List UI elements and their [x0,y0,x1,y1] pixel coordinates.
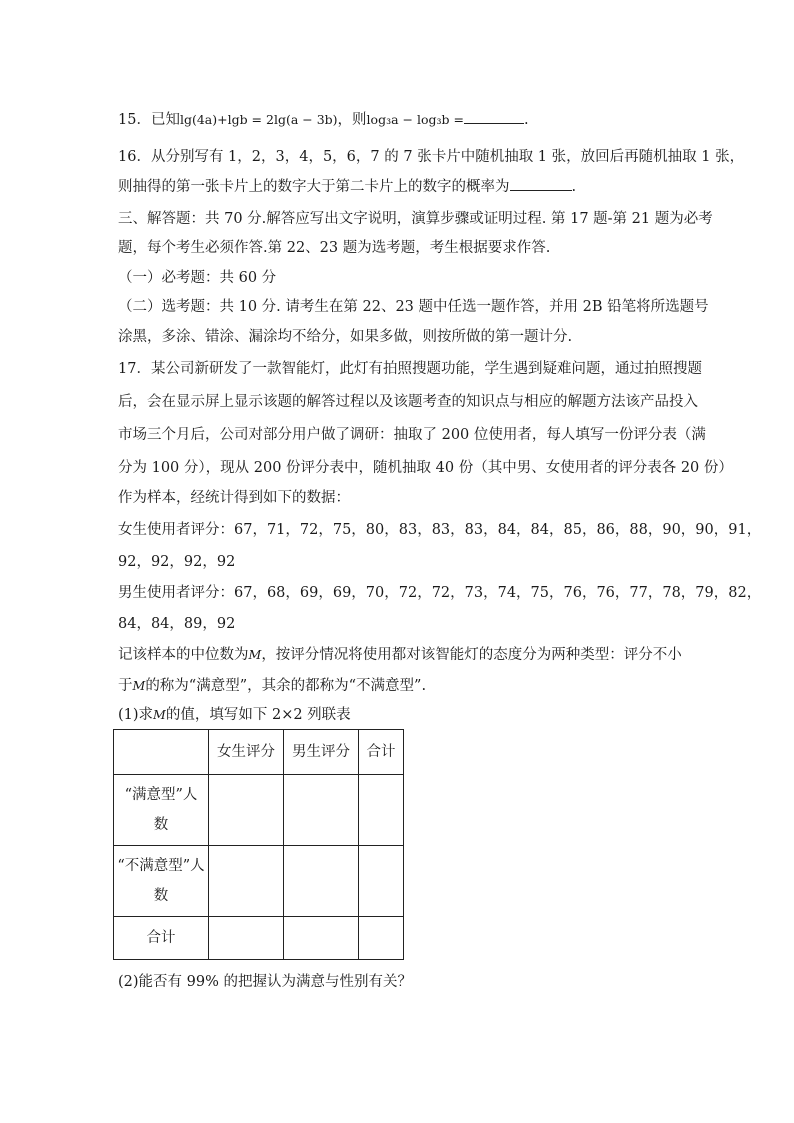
table-header-male: 男生评分 [284,730,359,775]
table-header-empty [114,730,209,775]
row-label-line1: 合计 [146,930,176,946]
q17-paragraph-line4: 分为 100 分），现从 200 份评分表中，随机抽取 40 份（其中男、女使用者的评分表各 20 份） [118,460,733,476]
row-label-line2: 数 [153,888,169,904]
cell-satisfied-male[interactable] [284,775,359,846]
section3-line1: 三、解答题：共 70 分.解答应写出文字说明，演算步骤或证明过程. 第 17 题-第 21 题为必考 [118,211,713,227]
cell-total-total[interactable] [359,917,404,960]
contingency-table [113,729,404,960]
cell-unsatisfied-male[interactable] [284,846,359,917]
table-header-female: 女生评分 [209,730,284,775]
cell-unsatisfied-total[interactable] [359,846,404,917]
q15-prefix: 15．已知 [118,112,180,128]
q15-suffix: . [523,112,529,128]
q17-paragraph-line5: 作为样本，经统计得到如下的数据： [118,490,350,506]
def2-text-b: 的称为“满意型”，其余的都称为“不满意型”. [145,678,427,694]
q15-mid: ，则 [337,112,367,128]
def1-text-a: 记该样本的中位数为 [118,647,249,663]
row-label-line2: 数 [153,817,169,833]
male-scores-line1: 男生使用者评分：67，68，69，69，70，72，72，73，74，75，76，76，77，78，79，82， [118,585,762,601]
female-scores-line2: 92，92，92，92 [118,554,236,570]
row-label-total [114,917,209,960]
cell-total-female[interactable] [209,917,284,960]
q17-paragraph-line3: 市场三个月后，公司对部分用户做了调研：抽取了 200 位使用者，每人填写一份评分表（满 [118,427,706,443]
q15-log-expression: log₃a − log₃b = [366,112,464,127]
median-variable: M [248,647,262,662]
row-label-unsatisfied [114,846,209,917]
cell-satisfied-female[interactable] [209,775,284,846]
sub-question-2: (2)能否有 99% 的把握认为满意与性别有关？ [118,974,412,990]
optional-section-line2: 涂黑，多涂、错涂、漏涂均不给分，如果多做，则按所做的第一题计分. [118,329,573,345]
q17-paragraph-line2: 后，会在显示屏上显示该题的解答过程以及该题考查的知识点与相应的解题方法该产品投入 [118,394,698,410]
def2-text-a: 于 [118,678,133,694]
q15-answer-blank[interactable] [464,109,524,124]
def1-text-b: ，按评分情况将使用都对该智能灯的态度分为两种类型：评分不小 [261,647,682,663]
table-row [114,775,404,846]
median-definition-line1 [118,645,682,665]
table-header-row [114,730,404,775]
table-row [114,846,404,917]
table-row [114,917,404,960]
q16-text: 则抽得的第一张卡片上的数字大于第二卡片上的数字的概率为 [118,179,510,195]
required-section: （一）必考题：共 60 分 [118,270,277,286]
table-header-total: 合计 [359,730,404,775]
cell-satisfied-total[interactable] [359,775,404,846]
cell-total-male[interactable] [284,917,359,960]
section3-line2: 题，每个考生必须作答.第 22、23 题为选考题，考生根据要求作答. [118,240,551,256]
sub1-text-b: 的值，填写如下 2×2 列联表 [165,707,351,723]
median-variable: M [132,678,146,693]
cell-unsatisfied-female[interactable] [209,846,284,917]
row-label-satisfied [114,775,209,846]
optional-section-line1: （二）选考题：共 10 分. 请考生在第 22、23 题中任选一题作答，并用 2B 铅笔将所选题号 [118,299,709,315]
median-definition-line2 [118,676,426,696]
male-scores-line2: 84，84，89，92 [118,616,236,632]
q16-suffix: . [571,179,577,195]
q16-answer-blank[interactable] [510,176,572,191]
median-variable: M [153,707,166,722]
sub-question-1 [118,705,351,725]
q17-paragraph-line1: 17．某公司新研发了一款智能灯，此灯有拍照搜题功能，学生遇到疑难问题，通过拍照搜题 [118,361,702,377]
question-16-line1: 16．从分别写有 1，2，3，4，5，6，7 的 7 张卡片中随机抽取 1 张，放回后再随机抽取 1 张， [118,149,745,165]
q15-equation: lg(4a)+lgb = 2lg(a − 3b) [179,112,338,127]
question-15 [118,109,529,130]
row-label-line1: “不满意型”人 [117,858,205,874]
female-scores-line1: 女生使用者评分：67，71，72，75，80，83，83，83，84，84，85，86，88，90，90，91， [118,522,762,538]
sub1-text-a: (1)求 [118,707,154,723]
row-label-line1: “满意型”人 [124,787,198,803]
question-16-line2 [118,176,576,197]
